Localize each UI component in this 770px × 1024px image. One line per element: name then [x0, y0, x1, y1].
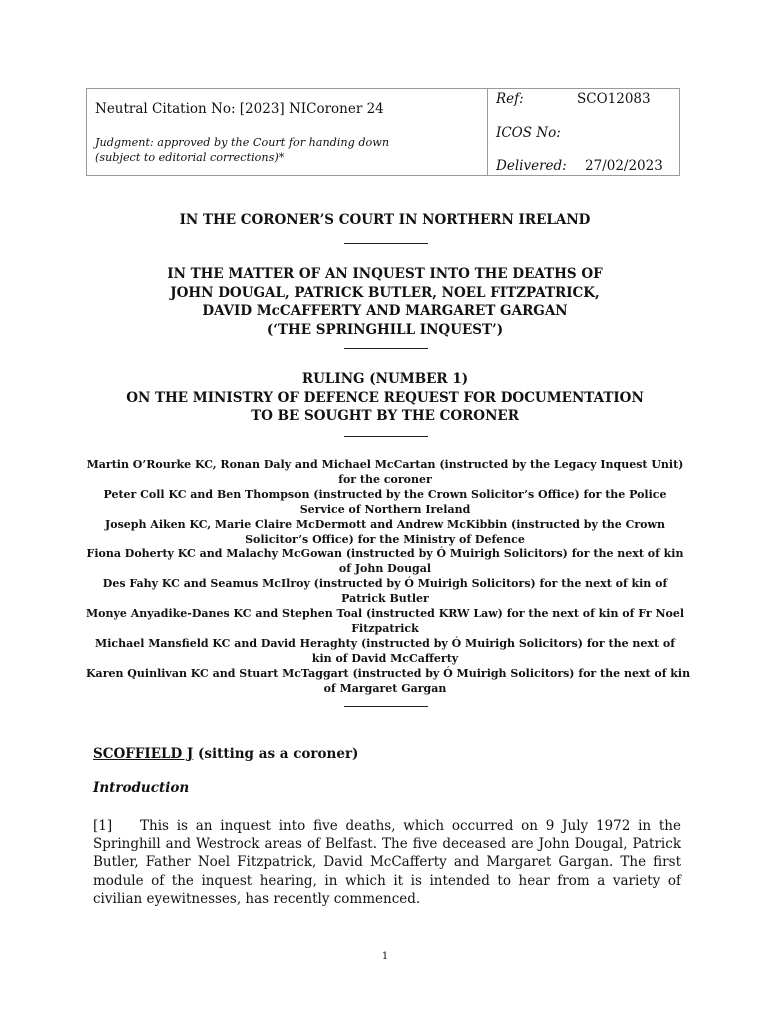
counsel-line: Martin O’Rourke KC, Ronan Daly and Michael McCartan (instructed by the Legacy Inquest Unit) — [86, 458, 684, 471]
page-number: 1 — [381, 951, 389, 962]
section-heading: Introduction — [93, 780, 190, 796]
ruling-heading — [86, 370, 684, 426]
approval-note — [95, 135, 389, 165]
approval-line: (subject to editorial corrections)* — [95, 151, 285, 164]
counsel-list — [86, 458, 691, 697]
counsel-line: Michael Mansfield KC and David Heraghty (instructed by Ó Muirigh Solicitors) for the next of — [95, 636, 675, 650]
counsel-line: of Margaret Gargan — [323, 681, 447, 695]
counsel-line: Joseph Aiken KC, Marie Claire McDermott and Andrew McKibbin (instructed by the Crown — [105, 517, 665, 531]
header-divider — [487, 89, 488, 175]
matter-line: IN THE MATTER OF AN INQUEST INTO THE DEATHS OF — [167, 266, 603, 282]
counsel-line: Service of Northern Ireland — [299, 502, 471, 516]
approval-line: Judgment: approved by the Court for handing down — [95, 136, 390, 149]
matter-heading — [86, 265, 684, 339]
counsel-line: Des Fahy KC and Seamus McIlroy (instructed by Ó Muirigh Solicitors) for the next of kin of — [102, 577, 668, 591]
separator-rule — [344, 706, 428, 707]
separator-rule — [344, 243, 428, 244]
counsel-line: for the coroner — [338, 472, 432, 486]
matter-line: (‘THE SPRINGHILL INQUEST’) — [266, 321, 504, 338]
counsel-line: Peter Coll KC and Ben Thompson (instructed by the Crown Solicitor’s Office) for the Police — [103, 487, 667, 501]
counsel-line: Fitzpatrick — [351, 621, 419, 635]
icos-label: ICOS No: — [496, 125, 561, 141]
counsel-line: of John Dougal — [338, 562, 432, 576]
delivered-date: 27/02/2023 — [585, 158, 663, 174]
paragraph-line: civilian eyewitnesses, has recently commenced. — [93, 890, 421, 907]
matter-line: DAVID McCAFFERTY AND MARGARET GARGAN — [202, 303, 568, 319]
neutral-citation: Neutral Citation No: [2023] NICoroner 24 — [95, 101, 384, 117]
judge-line — [93, 746, 358, 762]
judge-capacity: (sitting as a coroner) — [193, 746, 359, 762]
paragraph-line: Springhill and Westrock areas of Belfast. The five deceased are John Dougal, Patrick — [93, 836, 681, 853]
citation-header-box — [86, 88, 680, 176]
paragraph-line: Butler, Father Noel Fitzpatrick, David McCafferty and Margaret Gargan. The first — [93, 854, 681, 871]
judge-name: SCOFFIELD J — [93, 746, 194, 762]
ref-label: Ref: — [496, 91, 524, 107]
counsel-line: Solicitor’s Office) for the Ministry of Defence — [245, 532, 525, 546]
court-title: IN THE CORONER’S COURT IN NORTHERN IRELAND — [179, 212, 591, 228]
paragraph-1 — [93, 817, 681, 908]
paragraph-number: [1] — [93, 818, 113, 834]
separator-rule — [344, 348, 428, 349]
ref-value: SCO12083 — [577, 91, 651, 107]
counsel-line: Fiona Doherty KC and Malachy McGowan (instructed by Ó Muirigh Solicitors) for the next of kin — [86, 547, 684, 561]
counsel-line: Karen Quinlivan KC and Stuart McTaggart (instructed by Ó Muirigh Solicitors) for the next of kin — [86, 666, 691, 680]
counsel-line: kin of David McCafferty — [311, 651, 459, 665]
delivered-label: Delivered: — [496, 158, 567, 174]
paragraph-line — [93, 817, 681, 835]
counsel-line: Patrick Butler — [341, 592, 429, 606]
ruling-line: TO BE SOUGHT BY THE CORONER — [251, 408, 519, 424]
separator-rule — [344, 436, 428, 437]
matter-line: JOHN DOUGAL, PATRICK BUTLER, NOEL FITZPATRICK, — [170, 284, 600, 301]
ruling-line: RULING (NUMBER 1) — [301, 371, 469, 387]
paragraph-line: module of the inquest hearing, in which it is intended to hear from a variety of — [93, 872, 681, 889]
counsel-line: Monye Anyadike-Danes KC and Stephen Toal (instructed KRW Law) for the next of kin of Fr Noel — [86, 607, 685, 621]
paragraph-text: This is an inquest into five deaths, which occurred on 9 July 1972 in the — [140, 818, 681, 834]
ruling-line: ON THE MINISTRY OF DEFENCE REQUEST FOR DOCUMENTATION — [126, 389, 644, 406]
